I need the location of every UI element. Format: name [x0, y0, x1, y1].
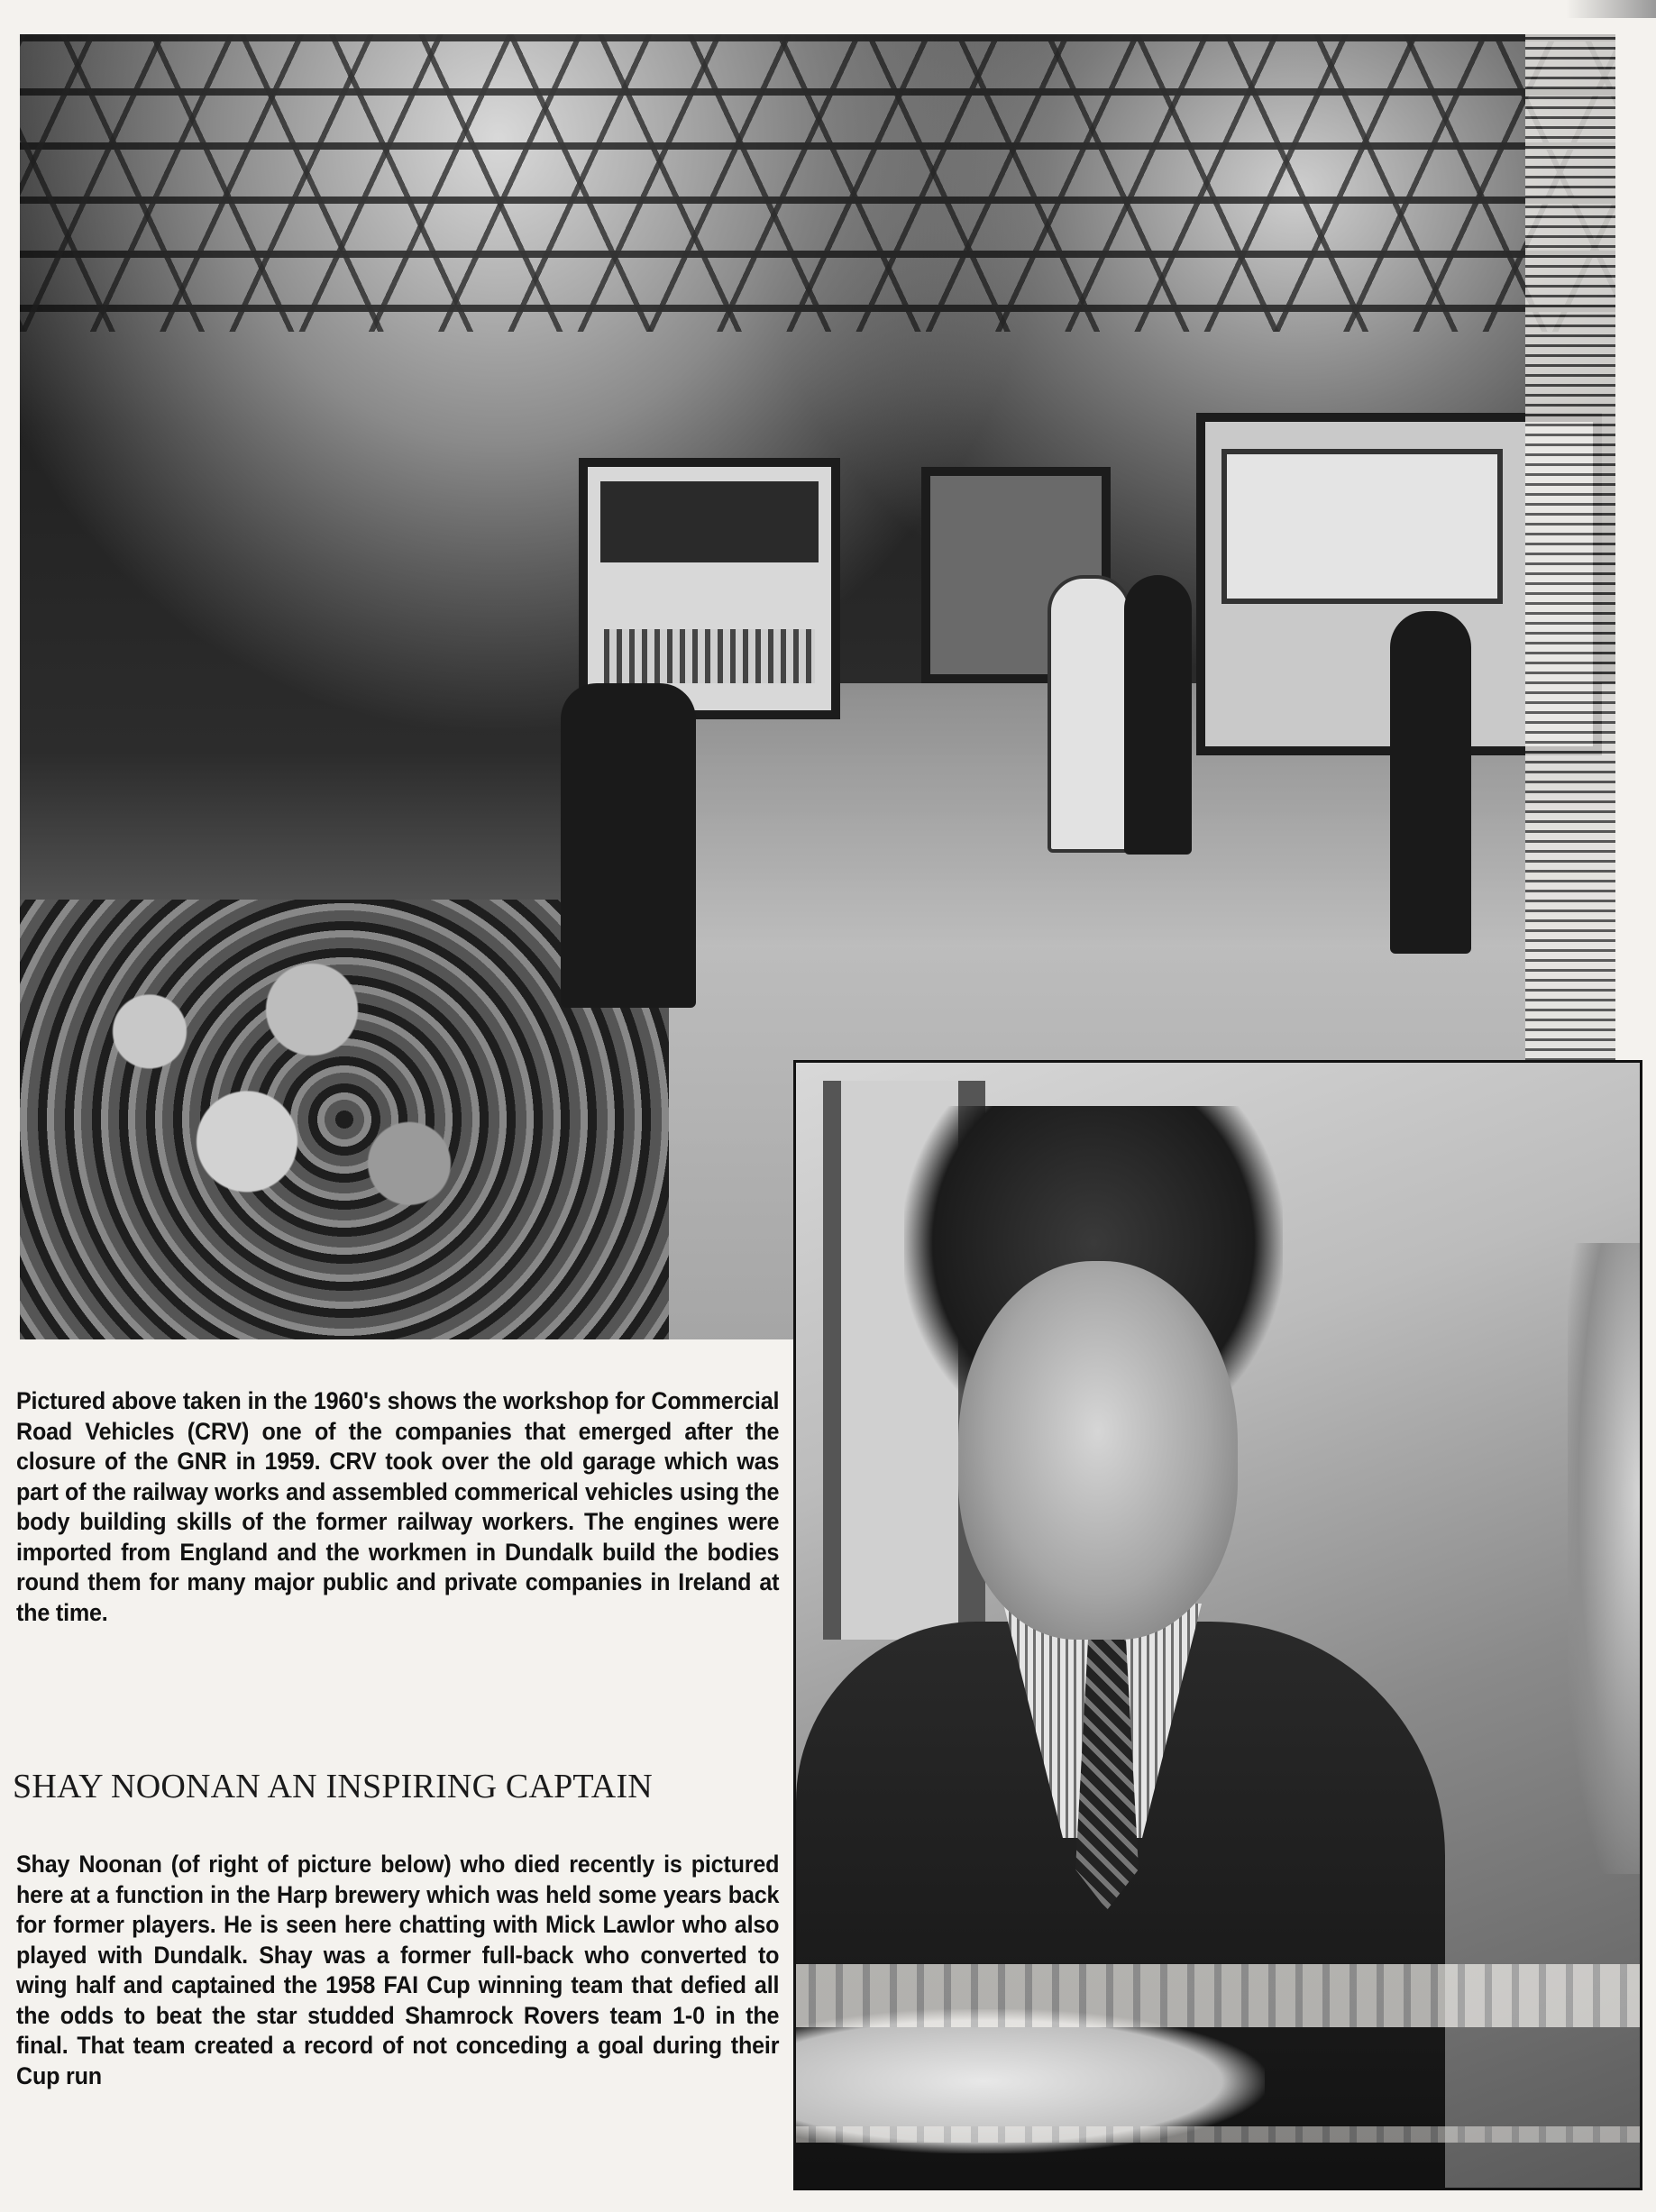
worker-figure	[1124, 575, 1192, 855]
scan-tear	[796, 1964, 1640, 2027]
roof-truss	[20, 34, 1615, 332]
photo-caption: Pictured above taken in the 1960's shows the workshop for Commercial Road Vehicles (CRV) one of the companies that emerged after the closure of the GNR in 1959. CRV took over the old garage which was part of the railway works and assembled commerical vehicles using the body building skills of the former railway workers. The engines were imported from England and the workmen in Dundalk build the bodies round them for many major public and private companies in Ireland at the time.	[16, 1387, 780, 1626]
portrait-photo	[793, 1060, 1642, 2190]
other-person-edge	[1568, 1243, 1640, 1874]
scan-edge	[1566, 0, 1656, 18]
article-headline: SHAY NOONAN AN INSPIRING CAPTAIN	[13, 1768, 653, 1805]
truck-cab-front	[579, 458, 840, 719]
scan-tear	[796, 2126, 1640, 2143]
worker-white-coat	[1048, 575, 1131, 853]
worker-figure	[1390, 611, 1471, 954]
worker-figure	[561, 683, 696, 1008]
face	[958, 1261, 1238, 1640]
article-body: Shay Noonan (of right of picture below) who died recently is pictured here at a function in the Harp brewery which was held some years back for former players. He is seen here chatting with Mick Lawlor who also played with Dundalk. Shay was a former full-back who converted to wing half and captained the 1958 FAI Cup winning team that defied all the odds to beat the star studded Shamrock Rovers team 1-0 in the final. That team created a record of not conceding a goal during their Cup run	[16, 1851, 780, 2089]
